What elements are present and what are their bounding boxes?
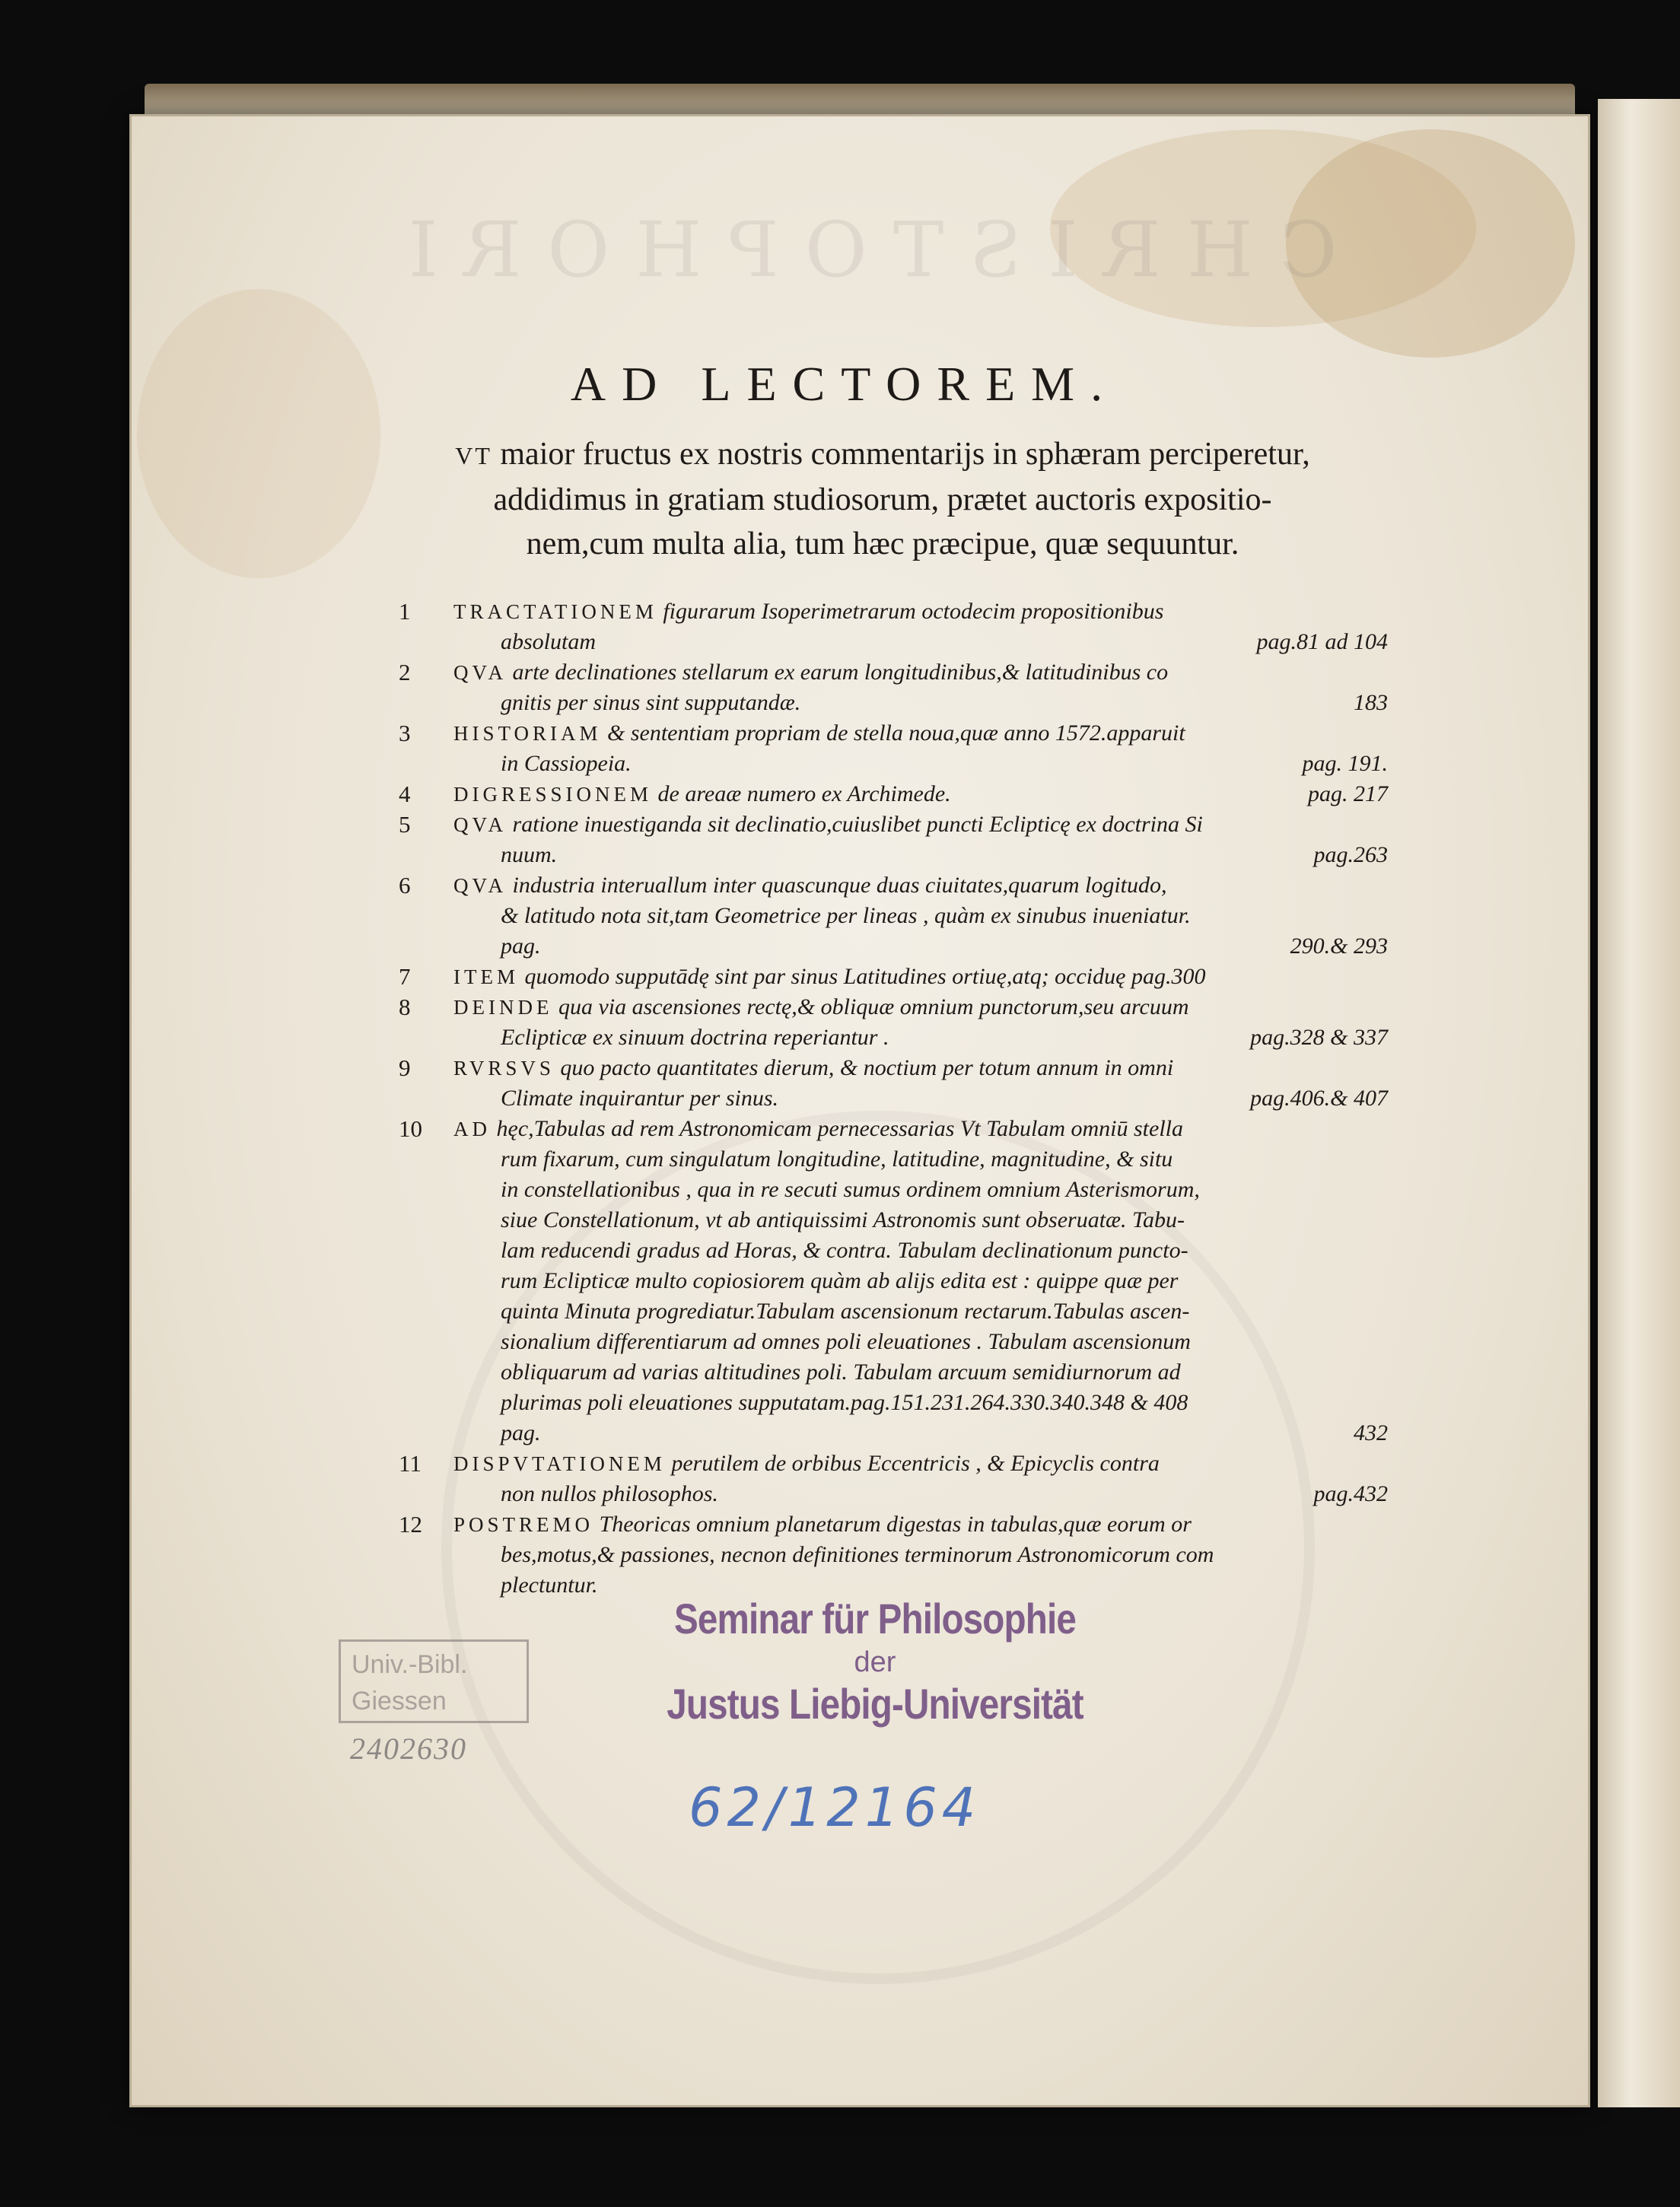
entry-text: qua via ascensiones rectę,& obliquæ omnium punctorum,seu arcuum [558, 994, 1189, 1019]
entry-text: pag. [501, 1420, 541, 1445]
entry-continuation [453, 1175, 1388, 1205]
intro-line [373, 432, 1392, 478]
intro-text: maior fructus ex nostris commentarijs in sphæram perciperetur, [500, 437, 1310, 472]
entry-body [453, 718, 1388, 779]
entry-text: quomodo supputādę sint par sinus Latitudines ortiuę,atq; occiduę pag.300 [524, 964, 1206, 989]
entry-text: pag. [501, 933, 541, 959]
entry-lead-word: RVRSVS [453, 1057, 555, 1080]
entry-text: in Cassiopeia. [501, 751, 632, 776]
accession-number: 2402630 [350, 1732, 467, 1766]
show-through-title: CHRISTOPHORI [382, 205, 1338, 294]
entry-number: 11 [399, 1450, 422, 1477]
entry-line [453, 1114, 1388, 1144]
entry-text: rum fixarum, cum singulatum longitudine, latitudine, magnitudine, & situ [501, 1146, 1173, 1172]
entry-line [453, 1449, 1388, 1479]
entry-body [453, 779, 1388, 809]
entry-lead-word: DIGRESSIONEM [453, 783, 653, 806]
entry-line [453, 992, 1388, 1022]
entry-line [453, 809, 1388, 840]
contents-entry [399, 809, 1388, 870]
intro-line: addidimus in gratiam studiosorum, prætet auctoris expositio- [493, 482, 1272, 517]
entry-lead-word: DISPVTATIONEM [453, 1452, 666, 1475]
entry-text: rum Eclipticæ multo copiosiorem quàm ab alijs edita est : quippe quæ per [501, 1268, 1179, 1293]
entry-continuation [453, 931, 1388, 962]
entry-body [453, 1114, 1388, 1449]
facing-page-edge [1598, 99, 1680, 2107]
contents-entry [399, 870, 1388, 962]
entry-text: Eclipticæ ex sinuum doctrina reperiantur . [501, 1025, 889, 1050]
entry-text: in constellationibus , qua in re secuti sumus ordinem omnium Asterismorum, [501, 1177, 1200, 1202]
contents-entry [399, 718, 1388, 779]
page-reference: pag. 217 [1308, 781, 1388, 806]
entry-body [453, 809, 1388, 870]
contents-entry [399, 657, 1388, 718]
entry-text: & latitudo nota sit,tam Geometrice per lineas , quàm ex sinubus inueniatur. [501, 903, 1191, 928]
entry-continuation [453, 1479, 1388, 1509]
entry-number: 3 [399, 720, 411, 746]
entry-text: arte declinationes stellarum ex earum longitudinibus,& latitudinibus co [512, 660, 1169, 685]
entry-number: 10 [399, 1115, 422, 1142]
entry-line [453, 657, 1388, 688]
entry-text: Theoricas omnium planetarum digestas in tabulas,quæ eorum or [599, 1512, 1192, 1537]
shelfmark: 62/12164 [689, 1776, 981, 1839]
entry-line [453, 779, 1388, 809]
entry-text: figurarum Isoperimetrarum octodecim propositionibus [663, 599, 1164, 624]
entry-text: siue Constellationum, vt ab antiquissimi Astronomis sunt obseruatæ. Tabu- [501, 1207, 1185, 1232]
entry-number: 6 [399, 872, 411, 898]
entry-number: 7 [399, 963, 411, 990]
entry-text: bes,motus,& passiones, necnon definitiones terminorum Astronomicorum com [501, 1542, 1214, 1567]
entry-continuation [453, 1205, 1388, 1235]
contents-entry [399, 992, 1388, 1053]
entry-continuation [453, 1388, 1388, 1418]
entry-number: 2 [399, 659, 411, 685]
entry-number: 9 [399, 1054, 411, 1081]
entry-text: non nullos philosophos. [501, 1481, 718, 1506]
stamp-line: der [854, 1646, 896, 1678]
contents-list [399, 596, 1388, 1601]
page-reference: pag.263 [1313, 842, 1388, 867]
entry-body [453, 962, 1388, 992]
entry-text: ratione inuestiganda sit declinatio,cuiuslibet puncti Eclipticę ex doctrina Si [512, 812, 1203, 837]
contents-entry [399, 1449, 1388, 1509]
contents-entry [399, 779, 1388, 809]
page-reference: 432 [1354, 1420, 1388, 1445]
contents-entry [399, 1114, 1388, 1449]
entry-text: obliquarum ad varias altitudines poli. Tabulam arcuum semidiurnorum ad [501, 1359, 1181, 1385]
entry-continuation [453, 1022, 1388, 1053]
entry-continuation [453, 1083, 1388, 1114]
entry-body [453, 992, 1388, 1053]
entry-number: 5 [399, 811, 411, 838]
entry-body [453, 596, 1388, 657]
entry-continuation [453, 749, 1388, 779]
intro-initial: VT [455, 442, 492, 469]
entry-continuation [453, 627, 1388, 657]
library-stamp-line: Univ.-Bibl. [352, 1650, 468, 1679]
page-reference: pag.328 & 337 [1250, 1025, 1388, 1050]
entry-line [453, 1053, 1388, 1083]
entry-text: hęc,Tabulas ad rem Astronomicam pernecessarias Vt Tabulam omniū stella [496, 1116, 1184, 1141]
entry-text: sionalium differentiarum ad omnes poli eleuationes . Tabulam ascensionum [501, 1329, 1191, 1354]
library-stamp-line: Giessen [352, 1687, 447, 1716]
entry-text: nuum. [501, 842, 558, 867]
entry-continuation [453, 1327, 1388, 1357]
entry-body [453, 1449, 1388, 1509]
entry-text: lam reducendi gradus ad Horas, & contra. Tabulam declinationum puncto- [501, 1238, 1188, 1263]
entry-text: & sententiam propriam de stella noua,quæ anno 1572.apparuit [607, 720, 1185, 746]
entry-text: perutilem de orbibus Eccentricis , & Epicyclis contra [671, 1451, 1160, 1476]
entry-text: plectuntur. [501, 1573, 598, 1598]
entry-text: quinta Minuta progrediatur.Tabulam ascensionum rectarum.Tabulas ascen- [501, 1299, 1190, 1324]
intro-line: nem,cum multa alia, tum hæc præcipue, quæ sequuntur. [526, 526, 1239, 561]
entry-lead-word: DEINDE [453, 996, 553, 1019]
entry-text: absolutam [501, 629, 597, 654]
entry-continuation [453, 1418, 1388, 1449]
entry-continuation [453, 1357, 1388, 1388]
page-heading: AD LECTOREM. [570, 356, 1119, 411]
entry-continuation [453, 1144, 1388, 1175]
entry-lead-word: ITEM [453, 965, 519, 988]
entry-lead-word: QVA [453, 813, 508, 836]
entry-continuation [453, 1540, 1388, 1570]
entry-body [453, 1509, 1388, 1601]
entry-lead-word: QVA [453, 661, 508, 684]
entry-line [453, 718, 1388, 749]
entry-text: Climate inquirantur per sinus. [501, 1086, 779, 1111]
entry-text: plurimas poli eleuationes supputatam.pag.151.231.264.330.340.348 & 408 [501, 1390, 1188, 1415]
entry-continuation [453, 1235, 1388, 1266]
entry-body [453, 657, 1388, 718]
entry-number: 4 [399, 781, 411, 807]
contents-entry [399, 1053, 1388, 1114]
stamp-line: Seminar für Philosophie [674, 1595, 1076, 1643]
entry-line [453, 596, 1388, 627]
entry-lead-word: POSTREMO [453, 1513, 594, 1536]
water-stain [137, 289, 380, 578]
entry-lead-word: QVA [453, 874, 508, 897]
page-reference: 290.& 293 [1290, 933, 1388, 959]
intro-paragraph [373, 432, 1392, 566]
entry-continuation [453, 688, 1388, 718]
entry-body [453, 1053, 1388, 1114]
entry-number: 8 [399, 994, 411, 1020]
contents-entry [399, 962, 1388, 992]
entry-lead-word: AD [453, 1118, 491, 1140]
entry-text: quo pacto quantitates dierum, & noctium per totum annum in omni [560, 1055, 1174, 1080]
contents-entry [399, 1509, 1388, 1601]
entry-continuation [453, 1296, 1388, 1327]
stamp-line: Justus Liebig-Universität [667, 1680, 1083, 1728]
entry-number: 1 [399, 598, 411, 625]
entry-continuation [453, 840, 1388, 870]
page-reference: pag.81 ad 104 [1256, 629, 1388, 654]
entry-line [453, 962, 1388, 992]
entry-lead-word: HISTORIAM [453, 722, 602, 745]
entry-text: industria interuallum inter quascunque duas ciuitates,quarum logitudo, [512, 873, 1167, 898]
contents-entry [399, 596, 1388, 657]
entry-continuation [453, 1266, 1388, 1296]
entry-continuation [453, 901, 1388, 931]
entry-number: 12 [399, 1511, 422, 1538]
entry-line [453, 870, 1388, 901]
library-stamp [339, 1639, 529, 1723]
page-reference: pag.406.& 407 [1250, 1086, 1388, 1111]
ownership-stamp [533, 1594, 1217, 1728]
page-reference: pag. 191. [1302, 751, 1388, 776]
entry-lead-word: TRACTATIONEM [453, 600, 657, 623]
entry-body [453, 870, 1388, 962]
entry-line [453, 1509, 1388, 1540]
entry-text: gnitis per sinus sint supputandæ. [501, 690, 801, 715]
page-reference: pag.432 [1313, 1481, 1388, 1506]
entry-text: de areaæ numero ex Archimede. [657, 781, 951, 806]
page-reference: 183 [1354, 690, 1388, 715]
